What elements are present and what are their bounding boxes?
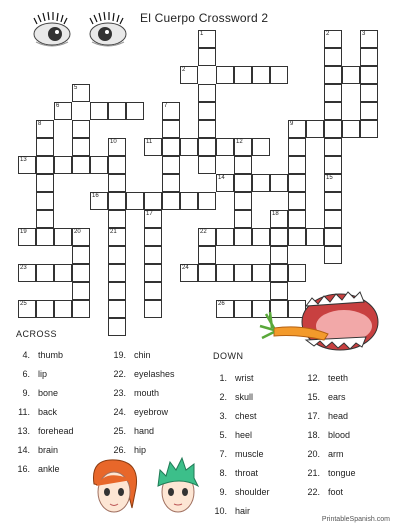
grid-cell[interactable] <box>144 192 162 210</box>
grid-cell[interactable] <box>162 102 180 120</box>
clue-number: 10. <box>214 506 227 516</box>
grid-cell[interactable] <box>288 120 306 138</box>
clue-number: 25. <box>113 426 126 436</box>
grid-cell[interactable] <box>72 84 90 102</box>
grid-cell[interactable] <box>108 138 126 156</box>
clue-word: lip <box>38 369 48 379</box>
cell-number: 2 <box>326 31 330 37</box>
clue-word: skull <box>235 392 254 402</box>
grid-cell[interactable] <box>18 228 36 246</box>
grid-cell[interactable] <box>54 102 72 120</box>
clue-number: 7. <box>219 449 227 459</box>
clue-number: 1. <box>219 373 227 383</box>
grid-cell[interactable] <box>252 228 270 246</box>
clue-word: bone <box>38 388 59 398</box>
grid-cell[interactable] <box>198 264 216 282</box>
grid-cell[interactable] <box>108 246 126 264</box>
clue-word: hand <box>134 426 155 436</box>
grid-cell[interactable] <box>216 138 234 156</box>
grid-cell[interactable] <box>234 138 252 156</box>
grid-cell[interactable] <box>324 156 342 174</box>
grid-cell[interactable] <box>288 174 306 192</box>
cell-number: 19 <box>20 229 27 235</box>
grid-cell[interactable] <box>270 264 288 282</box>
cell-number: 15 <box>326 175 333 181</box>
clue-number: 17. <box>307 411 320 421</box>
clue-number: 22. <box>113 369 126 379</box>
grid-cell[interactable] <box>18 300 36 318</box>
clue-number: 15. <box>307 392 320 402</box>
cell-number: 24 <box>182 265 189 271</box>
grid-cell[interactable] <box>216 66 234 84</box>
grid-cell[interactable] <box>144 138 162 156</box>
cell-number: 23 <box>20 265 27 271</box>
grid-cell[interactable] <box>216 264 234 282</box>
clue-number: 2. <box>219 392 227 402</box>
across-clue <box>104 369 175 379</box>
cell-number: 6 <box>56 103 60 109</box>
down-clue <box>298 468 356 478</box>
clue-word: throat <box>235 468 259 478</box>
grid-cell[interactable] <box>72 228 90 246</box>
grid-cell[interactable] <box>234 174 252 192</box>
grid-cell[interactable] <box>360 30 378 48</box>
grid-cell[interactable] <box>270 246 288 264</box>
clue-word: forehead <box>38 426 74 436</box>
grid-cell[interactable] <box>324 246 342 264</box>
grid-cell[interactable] <box>18 264 36 282</box>
grid-cell[interactable] <box>108 318 126 336</box>
down-heading: DOWN <box>213 351 244 361</box>
grid-cell[interactable] <box>36 228 54 246</box>
clue-word: head <box>328 411 349 421</box>
clue-number: 18. <box>307 430 320 440</box>
cell-number: 14 <box>218 175 225 181</box>
grid-cell[interactable] <box>144 228 162 246</box>
grid-cell[interactable] <box>216 174 234 192</box>
grid-cell[interactable] <box>198 102 216 120</box>
cell-number: 21 <box>110 229 117 235</box>
grid-cell[interactable] <box>162 138 180 156</box>
grid-cell[interactable] <box>108 210 126 228</box>
grid-cell[interactable] <box>324 120 342 138</box>
grid-cell[interactable] <box>72 282 90 300</box>
grid-cell[interactable] <box>288 192 306 210</box>
grid-cell[interactable] <box>198 228 216 246</box>
grid-cell[interactable] <box>108 282 126 300</box>
cell-number: 5 <box>74 85 78 91</box>
grid-cell[interactable] <box>360 120 378 138</box>
clue-number: 23. <box>113 388 126 398</box>
grid-cell[interactable] <box>18 156 36 174</box>
grid-cell[interactable] <box>324 138 342 156</box>
grid-cell[interactable] <box>360 48 378 66</box>
clue-number: 9. <box>219 487 227 497</box>
grid-cell[interactable] <box>234 300 252 318</box>
clue-number: 14. <box>17 445 30 455</box>
down-clue <box>205 449 264 459</box>
grid-cell[interactable] <box>54 300 72 318</box>
cell-number: 9 <box>290 121 294 127</box>
clue-number: 4. <box>22 350 30 360</box>
cell-number: 2 <box>182 67 186 73</box>
cell-number: 3 <box>362 31 366 37</box>
clue-word: ankle <box>38 464 60 474</box>
grid-cell[interactable] <box>234 210 252 228</box>
across-clue <box>8 369 47 379</box>
across-heading: ACROSS <box>16 329 58 339</box>
grid-cell[interactable] <box>126 102 144 120</box>
grid-cell[interactable] <box>144 246 162 264</box>
down-clue <box>205 411 257 421</box>
cell-number: 13 <box>20 157 27 163</box>
grid-cell[interactable] <box>306 228 324 246</box>
grid-cell[interactable] <box>288 210 306 228</box>
grid-cell[interactable] <box>108 102 126 120</box>
cell-number: 8 <box>38 121 42 127</box>
across-clue <box>8 445 58 455</box>
grid-cell[interactable] <box>324 48 342 66</box>
clue-word: back <box>38 407 58 417</box>
grid-cell[interactable] <box>324 30 342 48</box>
grid-cell[interactable] <box>198 120 216 138</box>
clue-number: 3. <box>219 411 227 421</box>
grid-cell[interactable] <box>198 138 216 156</box>
grid-cell[interactable] <box>270 174 288 192</box>
grid-cell[interactable] <box>72 246 90 264</box>
grid-cell[interactable] <box>270 66 288 84</box>
down-clue <box>298 392 346 402</box>
cell-number: 1 <box>200 31 204 37</box>
grid-cell[interactable] <box>36 264 54 282</box>
clue-word: heel <box>235 430 253 440</box>
across-clue <box>104 388 159 398</box>
page-title: El Cuerpo Crossword 2 <box>140 11 269 25</box>
grid-cell[interactable] <box>288 264 306 282</box>
down-clue <box>205 487 270 497</box>
cell-number: 11 <box>146 139 153 145</box>
cell-number: 7 <box>164 103 168 109</box>
grid-cell[interactable] <box>90 192 108 210</box>
down-clue <box>298 430 350 440</box>
boy-face-illustration <box>152 454 204 520</box>
across-clue <box>8 426 74 436</box>
grid-cell[interactable] <box>72 156 90 174</box>
clue-number: 26. <box>113 445 126 455</box>
grid-cell[interactable] <box>216 228 234 246</box>
clue-word: tongue <box>328 468 356 478</box>
clue-number: 5. <box>219 430 227 440</box>
clue-word: blood <box>328 430 351 440</box>
grid-cell[interactable] <box>198 192 216 210</box>
clue-number: 6. <box>22 369 30 379</box>
grid-cell[interactable] <box>144 300 162 318</box>
cell-number: 18 <box>272 211 279 217</box>
grid-cell[interactable] <box>36 120 54 138</box>
grid-cell[interactable] <box>162 192 180 210</box>
clue-number: 19. <box>113 350 126 360</box>
cell-number: 22 <box>200 229 207 235</box>
cell-number: 12 <box>236 139 243 145</box>
girl-face-illustration <box>88 456 140 520</box>
grid-cell[interactable] <box>198 30 216 48</box>
grid-cell[interactable] <box>360 102 378 120</box>
clue-word: eyebrow <box>134 407 169 417</box>
grid-cell[interactable] <box>288 228 306 246</box>
grid-cell[interactable] <box>342 66 360 84</box>
grid-cell[interactable] <box>54 264 72 282</box>
down-clue <box>298 373 348 383</box>
clue-word: wrist <box>235 373 254 383</box>
across-clue <box>8 407 57 417</box>
cell-number: 10 <box>110 139 117 145</box>
down-clue <box>298 449 344 459</box>
grid-cell[interactable] <box>234 264 252 282</box>
grid-cell[interactable] <box>198 48 216 66</box>
clue-number: 12. <box>307 373 320 383</box>
grid-cell[interactable] <box>324 102 342 120</box>
grid-cell[interactable] <box>72 300 90 318</box>
grid-cell[interactable] <box>252 138 270 156</box>
footer-credit: PrintableSpanish.com <box>321 516 390 523</box>
grid-cell[interactable] <box>90 156 108 174</box>
down-clue <box>205 506 250 516</box>
clue-number: 13. <box>17 426 30 436</box>
clue-word: thumb <box>38 350 64 360</box>
grid-cell[interactable] <box>324 66 342 84</box>
clue-number: 21. <box>307 468 320 478</box>
clue-word: shoulder <box>235 487 270 497</box>
grid-cell[interactable] <box>144 264 162 282</box>
clue-word: mouth <box>134 388 160 398</box>
grid-cell[interactable] <box>72 264 90 282</box>
clue-word: eyelashes <box>134 369 175 379</box>
grid-cell[interactable] <box>306 120 324 138</box>
grid-cell[interactable] <box>234 228 252 246</box>
grid-cell[interactable] <box>144 210 162 228</box>
grid-cell[interactable] <box>36 300 54 318</box>
grid-cell[interactable] <box>360 84 378 102</box>
grid-cell[interactable] <box>72 120 90 138</box>
grid-cell[interactable] <box>108 300 126 318</box>
grid-cell[interactable] <box>54 228 72 246</box>
grid-cell[interactable] <box>360 66 378 84</box>
clue-number: 11. <box>18 407 30 417</box>
down-clue <box>205 373 254 383</box>
grid-cell[interactable] <box>270 228 288 246</box>
clue-number: 20. <box>307 449 320 459</box>
grid-cell[interactable] <box>36 192 54 210</box>
down-clue <box>205 430 252 440</box>
grid-cell[interactable] <box>234 192 252 210</box>
clue-word: ears <box>328 392 346 402</box>
grid-cell[interactable] <box>288 138 306 156</box>
across-clue <box>8 464 60 474</box>
clue-word: hip <box>134 445 147 455</box>
grid-cell[interactable] <box>108 156 126 174</box>
clue-word: brain <box>38 445 59 455</box>
across-clue <box>104 407 168 417</box>
grid-cell[interactable] <box>180 138 198 156</box>
grid-cell[interactable] <box>162 156 180 174</box>
grid-cell[interactable] <box>252 66 270 84</box>
grid-cell[interactable] <box>252 264 270 282</box>
across-clue <box>104 445 146 455</box>
down-clue <box>298 411 348 421</box>
cell-number: 17 <box>146 211 153 217</box>
grid-cell[interactable] <box>126 192 144 210</box>
grid-cell[interactable] <box>198 156 216 174</box>
grid-cell[interactable] <box>234 156 252 174</box>
grid-cell[interactable] <box>198 246 216 264</box>
clue-number: 9. <box>22 388 30 398</box>
down-clue <box>205 468 258 478</box>
mouth-carrot-illustration <box>252 288 382 358</box>
grid-cell[interactable] <box>234 66 252 84</box>
across-clue <box>8 388 58 398</box>
grid-cell[interactable] <box>36 138 54 156</box>
grid-cell[interactable] <box>108 264 126 282</box>
grid-cell[interactable] <box>108 174 126 192</box>
clue-word: chin <box>134 350 151 360</box>
down-clue <box>205 392 253 402</box>
clue-number: 16. <box>17 464 30 474</box>
clue-number: 8. <box>219 468 227 478</box>
grid-cell[interactable] <box>180 264 198 282</box>
grid-cell[interactable] <box>72 138 90 156</box>
across-clue <box>8 350 63 360</box>
grid-cell[interactable] <box>324 174 342 192</box>
clue-word: foot <box>328 487 344 497</box>
grid-cell[interactable] <box>180 66 198 84</box>
grid-cell[interactable] <box>108 192 126 210</box>
grid-cell[interactable] <box>324 228 342 246</box>
across-clue <box>104 350 151 360</box>
grid-cell[interactable] <box>36 156 54 174</box>
clue-number: 24. <box>113 407 126 417</box>
grid-cell[interactable] <box>324 210 342 228</box>
clue-number: 22. <box>307 487 320 497</box>
clue-word: hair <box>235 506 251 516</box>
grid-cell[interactable] <box>270 210 288 228</box>
down-clue <box>298 487 343 497</box>
grid-cell[interactable] <box>252 174 270 192</box>
cell-number: 20 <box>74 229 81 235</box>
grid-cell[interactable] <box>108 228 126 246</box>
grid-cell[interactable] <box>216 300 234 318</box>
across-clue <box>104 426 154 436</box>
grid-cell[interactable] <box>90 102 108 120</box>
grid-cell[interactable] <box>36 174 54 192</box>
cell-number: 26 <box>218 301 225 307</box>
cell-number: 16 <box>92 193 99 199</box>
grid-cell[interactable] <box>198 84 216 102</box>
grid-cell[interactable] <box>144 282 162 300</box>
grid-cell[interactable] <box>288 156 306 174</box>
grid-cell[interactable] <box>36 210 54 228</box>
clue-word: chest <box>235 411 257 421</box>
grid-cell[interactable] <box>54 156 72 174</box>
clue-word: arm <box>328 449 344 459</box>
clue-word: muscle <box>235 449 264 459</box>
grid-cell[interactable] <box>180 192 198 210</box>
grid-cell[interactable] <box>162 120 180 138</box>
grid-cell[interactable] <box>162 174 180 192</box>
grid-cell[interactable] <box>324 192 342 210</box>
clue-word: teeth <box>328 373 349 383</box>
grid-cell[interactable] <box>324 84 342 102</box>
cell-number: 25 <box>20 301 27 307</box>
grid-cell[interactable] <box>342 120 360 138</box>
